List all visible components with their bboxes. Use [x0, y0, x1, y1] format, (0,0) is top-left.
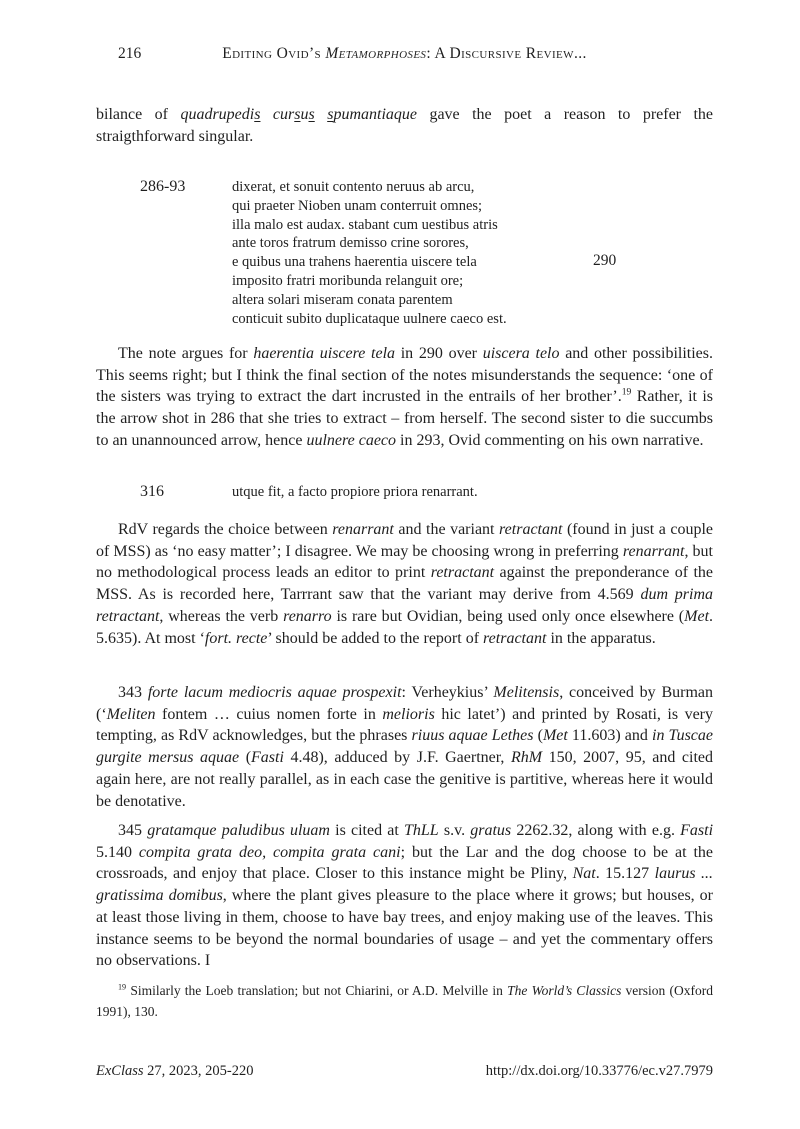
verse-quote-316	[96, 483, 713, 502]
marginal-line-number: 290	[593, 252, 617, 270]
lemma-number: 286-93	[140, 178, 186, 195]
page-header	[96, 45, 713, 67]
paragraph-sibilance: bilance of quadrupedis cursus spumantiaque gave the poet a reason to prefer the straigthforward singular.	[96, 106, 714, 145]
paragraph-note-290: The note argues for haerentia uiscere tela in 290 over uiscera telo and other possibilities. This seems right; but I think the final section of the notes misunderstands the sequence: ‘one of the sisters was trying to extract the dart incrusted in the entrails of her brother’.$^{19}$ Rather, it is the arrow shot in 286 that she tries to extract – from herself. The second sister to die succumbs to an unannounced arrow, hence uulnere caeco in 293, Ovid commenting on his own narrative.	[96, 345, 714, 449]
verse-line: altera solari miseram conata parentem	[232, 291, 453, 308]
page-number: 216	[118, 45, 142, 62]
paragraph-343: 343 forte lacum mediocris aquae prospexit: Verheykius’ Melitensis, conceived by Burman (‘Meliten fontem … cuius nomen forte in melioris hic latet’) and printed by Rosati, is very tempting, as RdV acknowledges, but the phrases riuus aquae Lethes (Met 11.603) and in Tuscae gurgite mersus aquae (Fasti 4.48), adduced by J.F. Gaertner, RhM 150, 2007, 95, and cited again here, are not really parallel, as in each case the genitive is partitive, whereas here it would be denotative.	[96, 684, 714, 810]
verse-line: utque fit, a facto propiore priora renarrant.	[232, 484, 478, 500]
journal-citation: ExClass 27, 2023, 205-220	[96, 1063, 254, 1079]
paragraph-renarrant: RdV regards the choice between renarrant and the variant retractant (found in just a couple of MSS) as ‘no easy matter’; I disagree. We may be choosing wrong in preferring renarrant, but no methodological process leads an editor to print retractant against the preponderance of the MSS. As is recorded here, Tarrrant saw that the variant may derive from 4.569 dum prima retractant, whereas the verb renarro is rare but Ovidian, being used only once elsewhere (Met. 5.635). At most ‘fort. recte’ should be added to the report of retractant in the apparatus.	[96, 521, 714, 647]
doi-text: http://dx.doi.org/10.33776/ec.v27.7979	[485, 1063, 713, 1079]
running-title: Editing Ovid’s Metamorphoses: A Discursive Review...	[222, 45, 587, 62]
verse-lines	[232, 178, 713, 328]
verse-line: qui praeter Nioben unam conterruit omnes;	[232, 197, 483, 214]
footnote-19: $^{19}$ Similarly the Loeb translation; but not Chiarini, or A.D. Melville in The World’s Classics version (Oxford 1991), 130.	[96, 982, 714, 1019]
verse-line: imposito fratri moribunda relanguit ore;	[232, 272, 464, 289]
verse-line: illa malo est audax. stabant cum uestibus atris	[232, 216, 498, 233]
page-footer	[96, 1063, 713, 1080]
verse-quote-286-93	[96, 178, 713, 328]
verse-lines	[232, 483, 713, 502]
paragraph-345: 345 gratamque paludibus uluam is cited at ThLL s.v. gratus 2262.32, along with e.g. Fasti 5.140 compita grata deo, compita grata cani; but the Lar and the dog choose to be at the crossroads, and enjoy that place. Closer to this instance might be Pliny, Nat. 15.127 laurus ... gratissima domibus, where the plant gives pleasure to the place where it grows; but houses, or at least those living in them, choose to have bay trees, and enjoy making use of the leaves. This instance seems to be beyond the normal boundaries of usage – and yet the commentary offers no observations. I	[96, 822, 714, 970]
verse-line: ante toros fratrum demisso crine sorores,	[232, 235, 469, 252]
lemma-number: 316	[140, 483, 164, 500]
verse-line-text: e quibus una trahens haerentia uiscere tela	[232, 254, 477, 271]
verse-line-290	[232, 253, 713, 272]
verse-line: conticuit subito duplicataque uulnere caeco est.	[232, 310, 507, 327]
verse-line: dixerat, et sonuit contento neruus ab arcu,	[232, 179, 475, 195]
